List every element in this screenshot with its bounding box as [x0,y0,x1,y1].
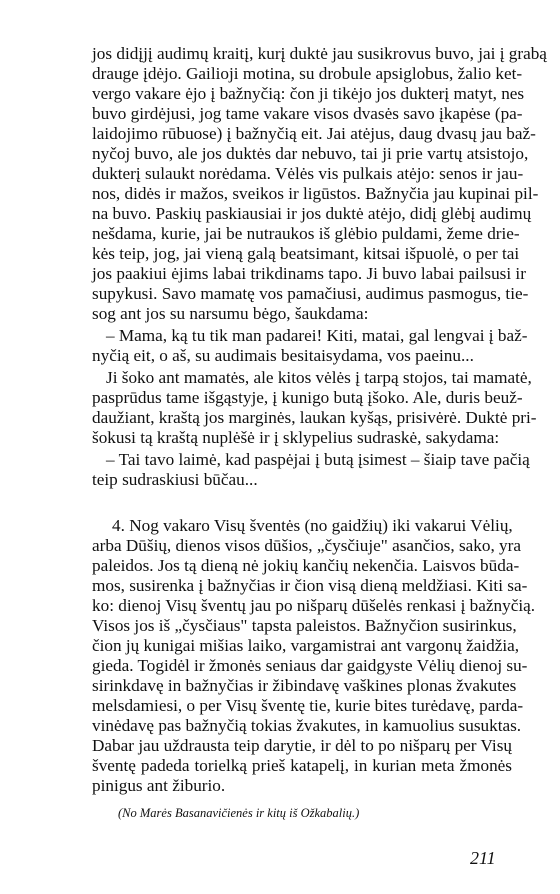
text-line: jos didįjį audimų kraitį, kurį duktė jau susikrovus buvo, jai į grabą [92,44,547,63]
source-note: (No Marės Basanavičienės ir kitų iš Ožkabalių.) [118,806,360,820]
text-line: kės teip, jog, jai vieną galą beatsimant, kitsai išpuolė, o per tai [92,244,520,263]
text-line: – Mama, ką tu tik man padarei! Kiti, matai, gal lengvai į baž- [106,326,528,345]
text-line: čion jų kunigai mišias laiko, vargamistrai ant vargonų žaidžia, [92,636,520,655]
text-line: daužiant, kraštą jos marginės, laukan kyšąs, prisivėrė. Duktė pri- [92,408,537,427]
text-line: drauge įdėjo. Gailioji motina, su drobule apsiglobus, žalio ket- [92,64,523,83]
text-line: gieda. Togidėl ir žmonės seniaus dar gaidgyste Vėlių dienoj su- [92,656,528,675]
text-line: pinigus ant žiburio. [92,776,226,795]
text-line: teip sudraskiusi būčau... [92,470,258,489]
text-line: melsdamiesi, o per Visų šventę tie, kurie bites turėdavę, parda- [92,696,524,715]
text-line: dukterį sulaukt norėdama. Vėlės vis pulkais atėjo: senos ir jau- [92,164,524,183]
text-line: supykusi. Savo mamatę vos pamačiusi, audimus pasmogus, tie- [92,284,529,303]
text-line: 4. Nog vakaro Visų šventės (no gaidžių) iki vakarui Vėlių, [112,516,513,535]
text-line: sirinkdavę in bažnyčias ir žibindavę vaškines plonas žvakutes [92,676,517,695]
text-line: arba Dūšių, dienos visos dūšios, „čysčiuje" asančios, sako, yra [92,536,521,555]
page-number: 211 [470,848,496,868]
text-line: nyčoj buvo, ale jos duktės dar nebuvo, tai ji prie vartų atsistojo, [92,144,529,163]
text-line: pasprūdus tame išgąstyje, į kunigo butą įšoko. Ale, duris beuž- [92,388,523,407]
text-line: Visos jos iš „čysčiaus" tapsta paleistos. Bažnyčion susirinkus, [92,616,517,635]
text-line: – Tai tavo laimė, kad paspėjai į butą įsimest – šiaip tave pačią [106,450,530,469]
text-line: buvo girdėjusi, jog tame vakare visos dvasės savo įkapėse (pa- [92,104,523,123]
text-line: paleidos. Jos tą dieną nė jokių kančių nekenčia. Laisvos būda- [92,556,520,575]
text-line: nyčią eit, o aš, su audimais besitaisydama, vos paeinu... [92,346,474,365]
text-line: jos paakiui ėjims labai trikdinams tapo. Ji buvo labai pailsusi ir [92,264,526,283]
text-line: ko: dienoj Visų šventų jau po nišparų dūšelės renkasi į bažnyčią. [92,596,536,615]
text-line: vinėdavę pas bažnyčią tokias žvakutes, in kamuolius susuktas. [92,716,522,735]
text-line: nos, didės ir mažos, sveikos ir ligūstos. Bažnyčia jau kupinai pil- [92,184,539,203]
text-line: šokusi tą kraštą nuplėšė ir į sklypelius sudraskė, sakydama: [92,428,500,447]
text-line: Ji šoko ant mamatės, ale kitos vėlės į tarpą stojos, tai mamatė, [106,368,532,387]
text-line: nešdama, kurie, jai be nutraukos iš glėbio puldami, žeme drie- [92,224,520,243]
text-line: Dabar jau uždrausta teip darytie, ir dėl to po nišparų per Visų [92,736,512,755]
text-line: šventę padeda torielką prieš katapelį, in kurian meta žmonės [92,756,512,775]
text-line: sog ant jos su narsumu bėgo, šaukdama: [92,304,369,323]
text-line: vergo vakare ėjo į bažnyčią: čon ji tikėjo jos dukterį matyt, nes [92,84,525,103]
text-line: laidojimo rūbuose) į bažnyčią eit. Jai atėjus, daug dvasų jau baž- [92,124,536,143]
text-line: mos, susirenka į bažnyčias ir čion visą dieną meldžiasi. Kiti sa- [92,576,528,595]
text-line: na buvo. Paskių paskiausiai ir jos duktė atėjo, didį glėbį audimų [92,204,532,223]
